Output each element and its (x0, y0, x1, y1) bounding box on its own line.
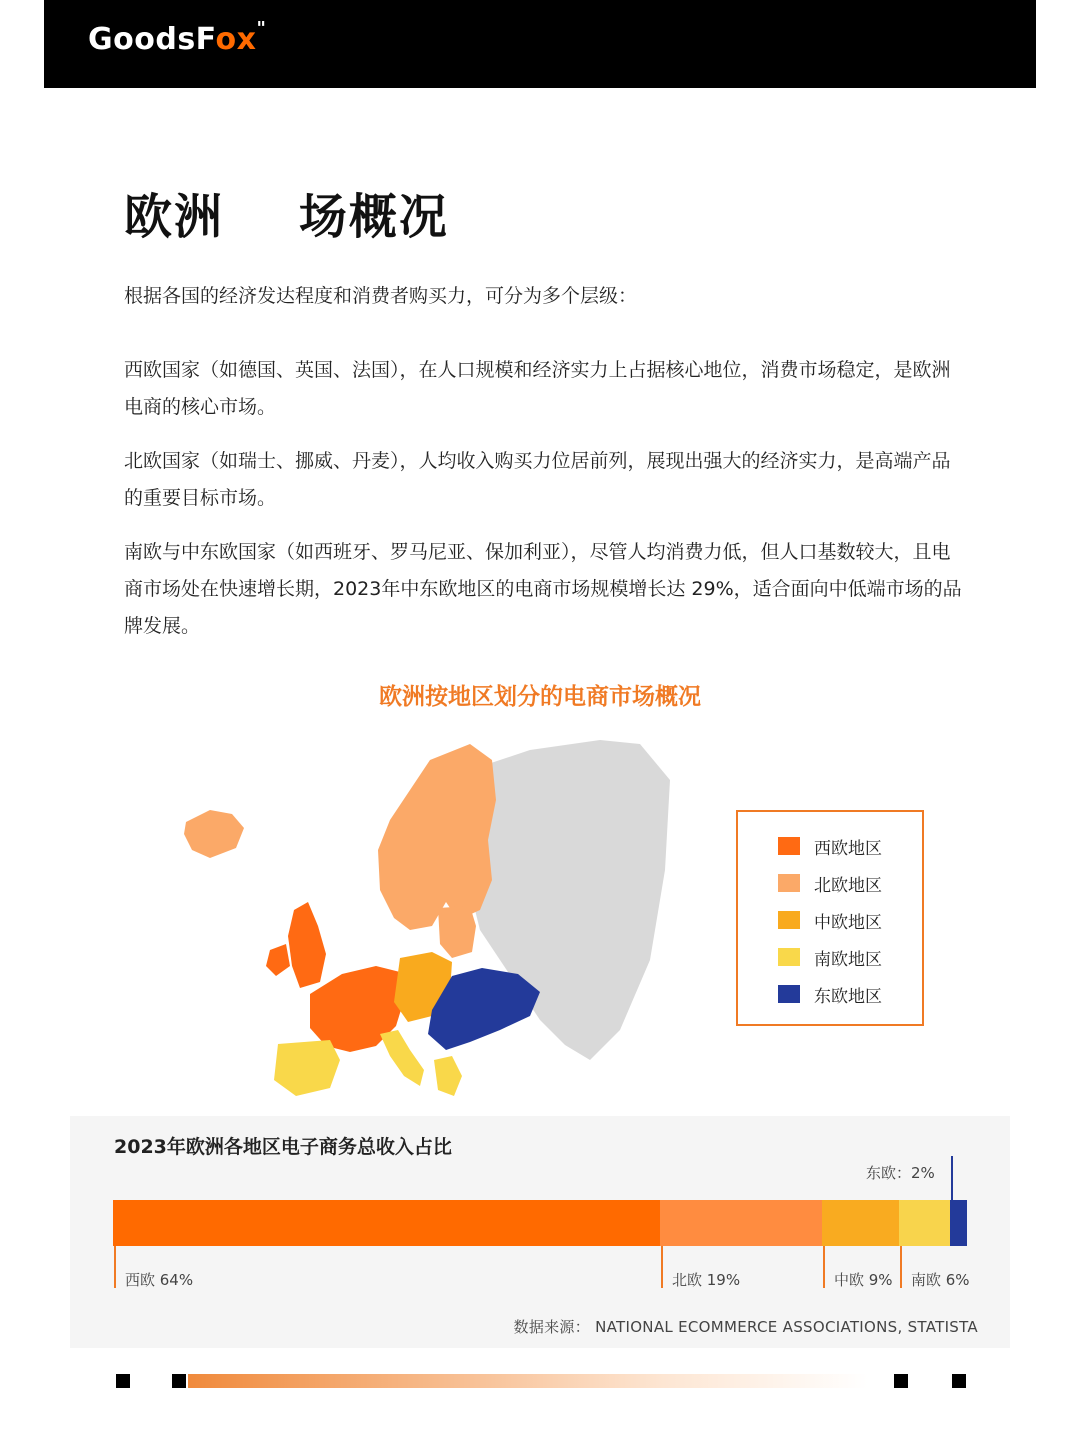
intro-paragraph: 根据各国的经济发达程度和消费者购买力，可分为多个层级： (124, 285, 638, 307)
legend-swatch-central (778, 911, 800, 929)
legend-label: 北欧地区 (814, 875, 882, 896)
data-source: 数据来源： NATIONAL ECOMMERCE ASSOCIATIONS, STATISTA (513, 1318, 978, 1336)
bar-segment-1 (660, 1200, 822, 1246)
footer-square (172, 1374, 186, 1388)
legend-item-western (778, 834, 882, 858)
footer-gradient-line (188, 1374, 868, 1388)
legend-swatch-eastern (778, 985, 800, 1003)
legend-swatch-northern (778, 874, 800, 892)
bar-tick-4 (951, 1156, 953, 1200)
header-bar (44, 0, 1036, 88)
map-legend (736, 810, 924, 1026)
europe-map (170, 730, 680, 1110)
legend-swatch-southern (778, 948, 800, 966)
bar-segment-2 (822, 1200, 899, 1246)
bar-label-2: 中欧 9% (834, 1271, 893, 1289)
map-region-baltics (438, 906, 476, 958)
bar-chart-title: 2023年欧洲各地区电子商务总收入占比 (114, 1136, 452, 1158)
legend-swatch-western (778, 837, 800, 855)
legend-item-eastern (778, 982, 882, 1006)
map-region-ireland (266, 944, 290, 976)
legend-label: 东欧地区 (814, 986, 882, 1007)
map-title: 欧洲按地区划分的电商市场概况 (379, 684, 701, 710)
bar-tick-1 (661, 1246, 663, 1288)
brand-logo[interactable]: GoodsFox" (88, 18, 267, 57)
map-region-uk (288, 902, 326, 988)
map-region-iceland (184, 810, 244, 858)
map-region-italy (380, 1030, 424, 1086)
revenue-share-panel (70, 1116, 1010, 1348)
page-title: 欧洲 场概况 (124, 189, 449, 245)
footer-square (116, 1374, 130, 1388)
bar-label-1: 北欧 19% (672, 1271, 741, 1289)
map-region-greece (434, 1056, 462, 1096)
legend-label: 中欧地区 (814, 912, 882, 933)
bar-segment-3 (899, 1200, 950, 1246)
bar-label-4: 东欧：2% (866, 1164, 935, 1182)
bar-tick-0 (114, 1246, 116, 1288)
bar-tick-2 (823, 1246, 825, 1288)
footer-square (952, 1374, 966, 1388)
bar-segment-0 (113, 1200, 660, 1246)
map-region-iberia (274, 1040, 340, 1096)
legend-label: 南欧地区 (814, 949, 882, 970)
bar-tick-3 (900, 1246, 902, 1288)
map-region-scandinavia (378, 744, 496, 930)
bar-label-0: 西欧 64% (125, 1271, 194, 1289)
southern-eastern-europe-paragraph: 南欧与中东欧国家（如西班牙、罗马尼亚、保加利亚），尽管人均消费力低，但人口基数较大，且电商市场处在快速增长期，2023年中东欧地区的电商市场规模增长达 29%，适合面向中低端市场的品牌发展。 (124, 541, 962, 637)
bar-segment-4 (950, 1200, 967, 1246)
legend-item-central (778, 908, 882, 932)
western-europe-paragraph: 西欧国家（如德国、英国、法国），在人口规模和经济实力上占据核心地位，消费市场稳定，是欧洲电商的核心市场。 (124, 359, 951, 418)
legend-label: 西欧地区 (814, 838, 882, 859)
legend-item-southern (778, 945, 882, 969)
bar-label-3: 南欧 6% (911, 1271, 970, 1289)
footer-square (894, 1374, 908, 1388)
northern-europe-paragraph: 北欧国家（如瑞士、挪威、丹麦），人均收入购买力位居前列，展现出强大的经济实力，是高端产品的重要目标市场。 (124, 450, 951, 509)
legend-item-northern (778, 871, 882, 895)
